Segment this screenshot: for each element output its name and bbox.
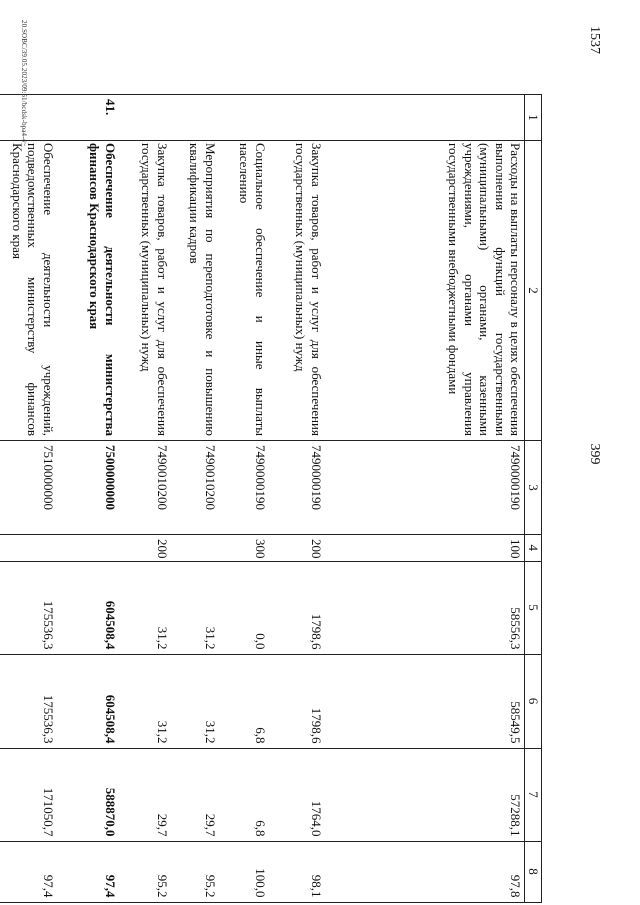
row-kind: 100 (325, 535, 525, 562)
table-row (0, 95, 57, 903)
row-number (219, 95, 269, 141)
row-number (171, 95, 219, 141)
row-percent: 98,1 (269, 841, 325, 902)
header-cell: 5 (525, 561, 542, 654)
row-code: 7490010200 (171, 441, 219, 535)
row-value-5: 58556,3 (325, 561, 525, 654)
row-percent: 97,4 (0, 841, 57, 902)
header-row (525, 95, 542, 903)
row-kind (171, 535, 219, 562)
row-percent: 95,2 (171, 841, 219, 902)
row-number (0, 95, 57, 141)
row-value-5: 0,0 (219, 561, 269, 654)
row-percent: 100,0 (219, 841, 269, 902)
row-percent: 97,4 (57, 841, 119, 902)
row-kind: 200 (269, 535, 325, 562)
row-kind (0, 535, 57, 562)
row-name: Закупка товаров, работ и услуг для обеспечения государственных (муниципальных) нужд (269, 141, 325, 441)
row-name: Обеспечение деятельности министерства финансов Краснодарского края (57, 141, 119, 441)
row-percent: 95,2 (119, 841, 171, 902)
row-number (325, 95, 525, 141)
header-cell: 2 (525, 141, 542, 441)
row-percent: 97,8 (325, 841, 525, 902)
row-number: 41. (57, 95, 119, 141)
row-value-6: 31,2 (171, 654, 219, 748)
row-value-5: 175536,3 (0, 561, 57, 654)
header-cell: 7 (525, 748, 542, 841)
row-kind: 200 (119, 535, 171, 562)
row-value-6: 31,2 (119, 654, 171, 748)
row-number (269, 95, 325, 141)
row-code: 7490000190 (219, 441, 269, 535)
table-row (171, 95, 219, 903)
row-value-5: 1798,6 (269, 561, 325, 654)
row-name: Закупка товаров, работ и услуг для обеспечения государственных (муниципальных) нужд (119, 141, 171, 441)
table-row (57, 95, 119, 903)
header-cell: 4 (525, 535, 542, 562)
row-value-5: 604508,4 (57, 561, 119, 654)
page-number: 399 (587, 443, 602, 465)
row-value-5: 31,2 (119, 561, 171, 654)
document-footer: 20.SOBC/39.05.2023/09:51/bcdsk-bpa4-4~ (20, 20, 28, 147)
row-value-5: 31,2 (171, 561, 219, 654)
row-value-6: 604508,4 (57, 654, 119, 748)
row-name: Расходы на выплаты персоналу в целях обеспечения выполнения функций государственными (муниципальными) органами, казенными учреждениями, органами управления государственными внебюджетными фондами (325, 141, 525, 441)
sheet-number: 1537 (587, 26, 602, 54)
budget-table (0, 94, 542, 903)
header-cell: 6 (525, 654, 542, 748)
row-kind: 300 (219, 535, 269, 562)
row-value-7: 6,8 (219, 748, 269, 841)
table-row (269, 95, 325, 903)
header-cell: 8 (525, 841, 542, 902)
row-value-7: 57288,1 (325, 748, 525, 841)
row-value-7: 29,7 (171, 748, 219, 841)
row-kind (57, 535, 119, 562)
table-row (119, 95, 171, 903)
row-code: 7490000190 (325, 441, 525, 535)
header-cell: 1 (525, 95, 542, 141)
row-value-7: 171050,7 (0, 748, 57, 841)
row-value-7: 588870,0 (57, 748, 119, 841)
row-code: 7490000190 (269, 441, 325, 535)
table-row (219, 95, 269, 903)
row-name: Социальное обеспечение и иные выплаты населению (219, 141, 269, 441)
row-code: 7490010200 (119, 441, 171, 535)
row-code: 7510000000 (0, 441, 57, 535)
row-name: Обеспечение деятельности учреждений, подведомственных министерству финансов Краснодарского края (0, 141, 57, 441)
row-value-6: 58549,5 (325, 654, 525, 748)
row-code: 7500000000 (57, 441, 119, 535)
row-value-7: 1764,0 (269, 748, 325, 841)
row-value-7: 29,7 (119, 748, 171, 841)
row-value-6: 175536,3 (0, 654, 57, 748)
row-value-6: 6,8 (219, 654, 269, 748)
row-number (119, 95, 171, 141)
header-cell: 3 (525, 441, 542, 535)
row-value-6: 1798,6 (269, 654, 325, 748)
table-row (325, 95, 525, 903)
row-name: Мероприятия по переподготовке и повышению квалификации кадров (171, 141, 219, 441)
